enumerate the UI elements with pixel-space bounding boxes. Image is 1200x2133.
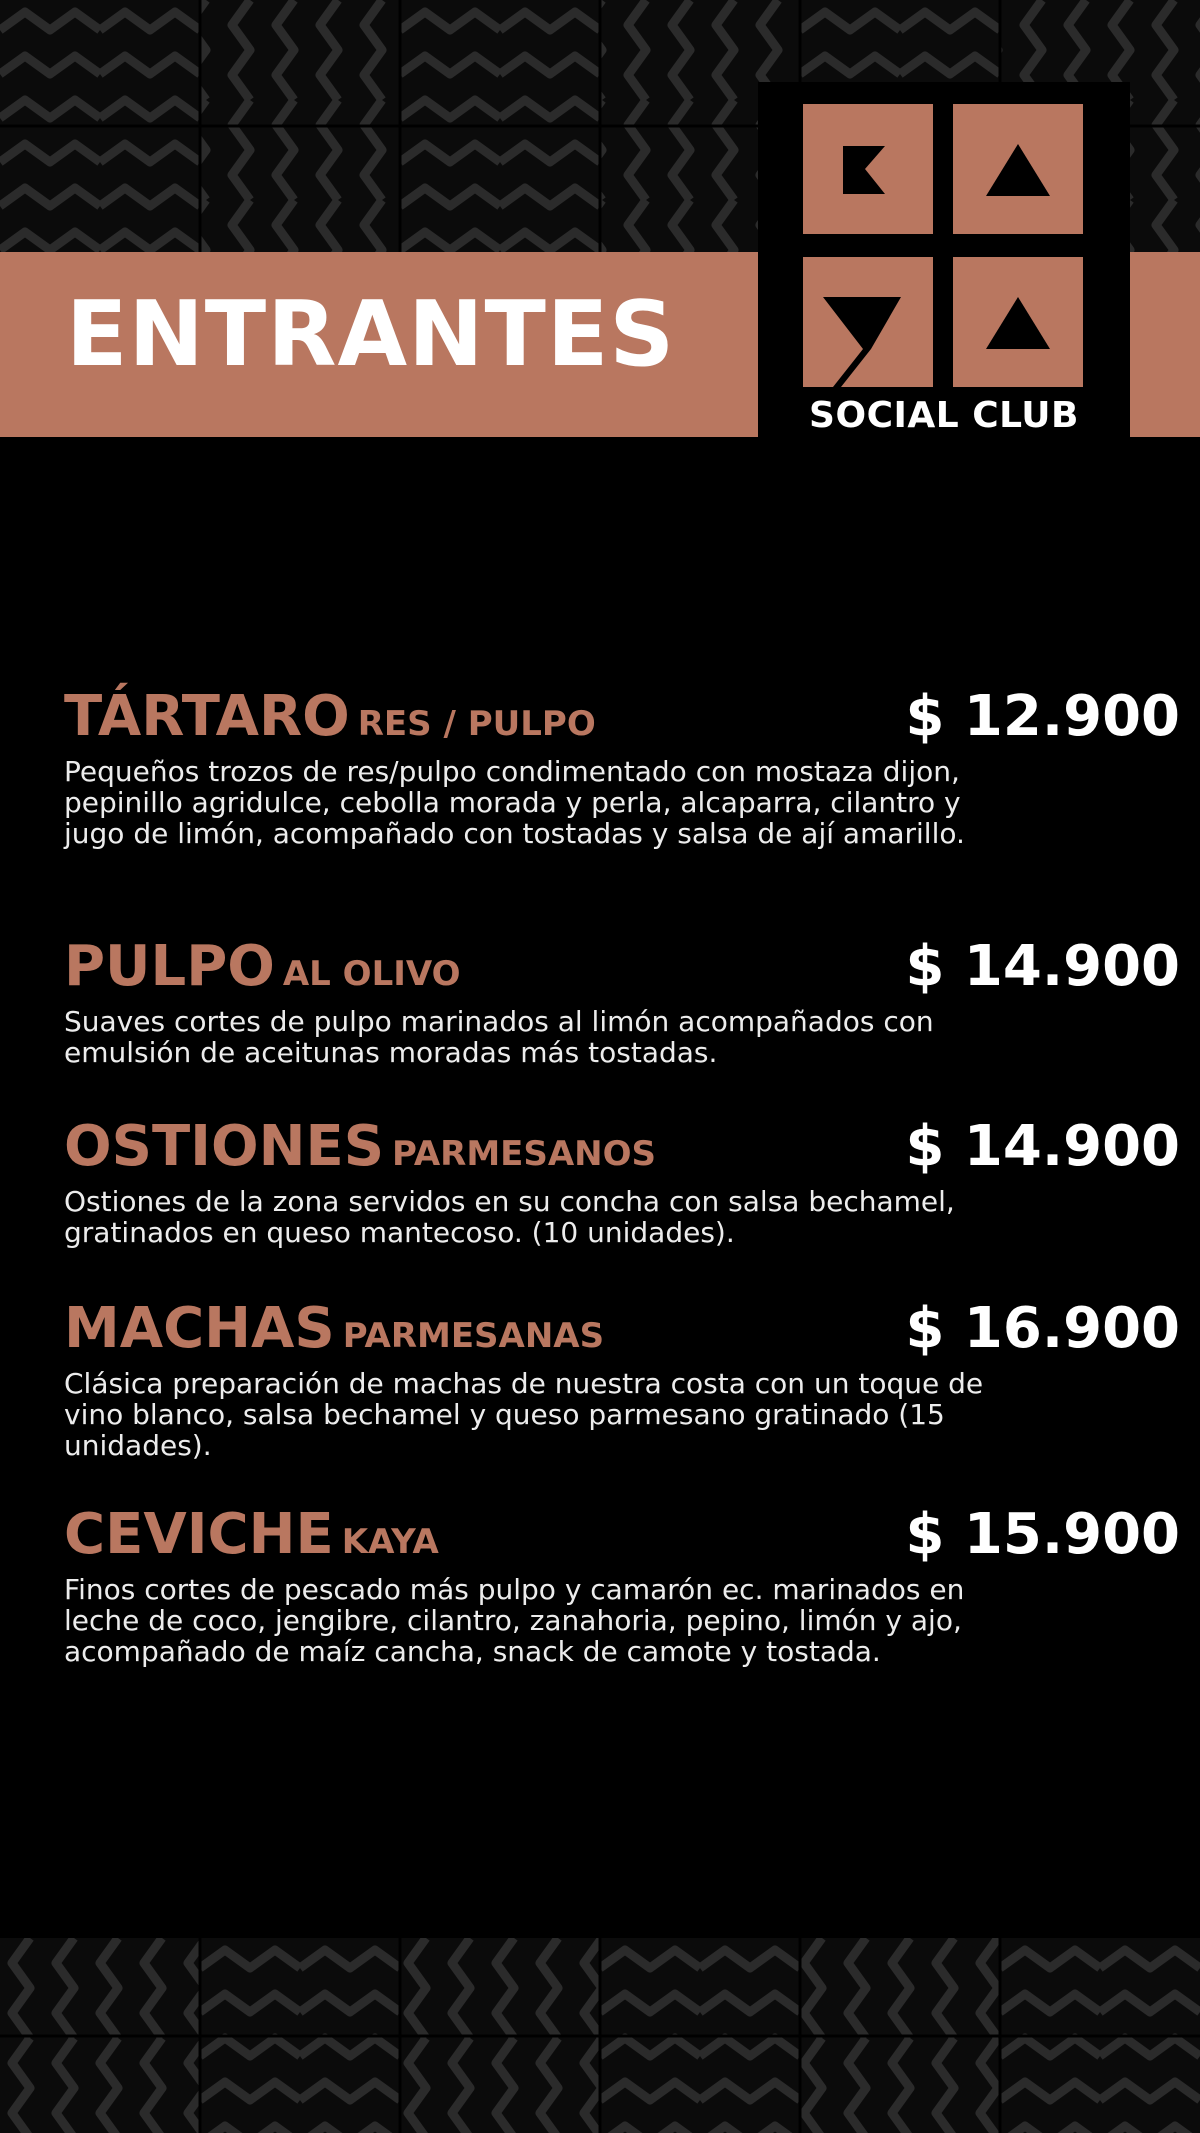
item-title: CEVICHE xyxy=(64,1502,334,1567)
item-description: Ostiones de la zona servidos en su concha con salsa bechamel, gratinados en queso mantecoso. (10 unidades). xyxy=(64,1185,955,1249)
item-price: $ 14.900 xyxy=(905,934,1180,999)
item-description: Suaves cortes de pulpo marinados al limón acompañados con emulsión de aceitunas moradas más tostadas. xyxy=(64,1005,934,1069)
item-title: OSTIONES xyxy=(64,1114,385,1179)
menu-item xyxy=(64,1114,1180,1249)
logo-tile-y xyxy=(803,257,933,387)
item-name xyxy=(64,934,461,999)
menu-item xyxy=(64,1296,1180,1462)
item-subtitle: RES / PULPO xyxy=(357,704,596,744)
logo-tile-a2 xyxy=(953,257,1083,387)
logo-y-icon xyxy=(803,257,933,387)
item-name xyxy=(64,1296,604,1361)
item-price: $ 12.900 xyxy=(905,684,1180,749)
item-price: $ 15.900 xyxy=(905,1502,1180,1567)
item-price: $ 14.900 xyxy=(905,1114,1180,1179)
item-subtitle: PARMESANAS xyxy=(342,1316,605,1356)
banner-accent xyxy=(1130,252,1200,437)
menu-item xyxy=(64,1502,1180,1668)
menu-item xyxy=(64,684,1180,850)
item-description: Clásica preparación de machas de nuestra costa con un toque de vino blanco, salsa bechamel y queso parmesano gratinado (15 unidades). xyxy=(64,1367,984,1462)
bottom-pattern xyxy=(0,1938,1200,2133)
item-subtitle: KAYA xyxy=(341,1522,439,1562)
item-subtitle: PARMESANOS xyxy=(392,1134,657,1174)
item-title: MACHAS xyxy=(64,1296,335,1361)
page-title: ENTRANTES xyxy=(66,282,676,387)
logo-tile-a1 xyxy=(953,104,1083,234)
item-name xyxy=(64,1114,656,1179)
item-description: Finos cortes de pescado más pulpo y camarón ec. marinados en leche de coco, jengibre, cilantro, zanahoria, pepino, limón y ajo, acompañado de maíz cancha, snack de camote y tostada. xyxy=(64,1573,965,1668)
item-title: PULPO xyxy=(64,934,275,999)
item-name xyxy=(64,684,596,749)
logo-k-icon xyxy=(803,104,933,234)
item-description: Pequeños trozos de res/pulpo condimentado con mostaza dijon, pepinillo agridulce, cebolla morada y perla, alcaparra, cilantro y jugo de limón, acompañado con tostadas y salsa de ají amarillo. xyxy=(64,755,965,850)
menu-item xyxy=(64,934,1180,1069)
logo-caption: SOCIAL CLUB xyxy=(809,395,1079,436)
logo xyxy=(758,82,1130,447)
item-price: $ 16.900 xyxy=(905,1296,1180,1361)
item-subtitle: AL OLIVO xyxy=(282,954,461,994)
item-name xyxy=(64,1502,439,1567)
logo-tile-k xyxy=(803,104,933,234)
item-title: TÁRTARO xyxy=(64,684,350,749)
zigzag-pattern-bottom xyxy=(0,1938,1200,2133)
logo-triangle-icon xyxy=(953,104,1083,234)
logo-triangle-icon xyxy=(953,257,1083,387)
